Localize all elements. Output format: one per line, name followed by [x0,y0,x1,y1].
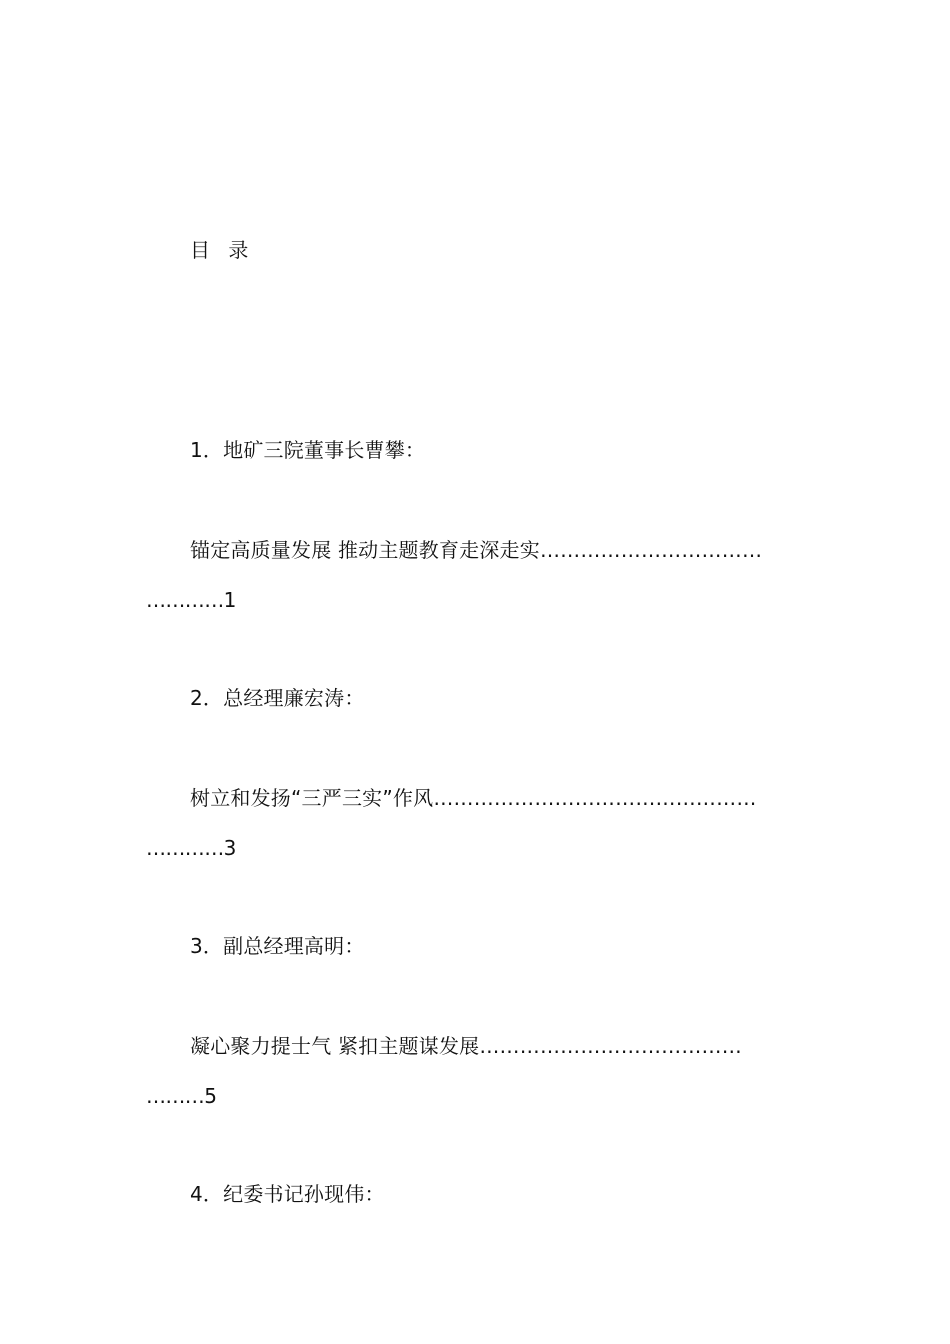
toc-entry-1-title: 锚定高质量发展 推动主题教育走深走实…………………………… [190,538,763,562]
toc-entry-1-number: 1． [190,438,224,462]
toc-entry-3-page-leader: ………5 [146,1084,217,1108]
toc-entry-2-speaker: 总经理廉宏涛： [223,686,365,710]
toc-entry-2-number: 2． [190,686,224,710]
toc-entry-1-speaker: 地矿三院董事长曹攀： [223,438,426,462]
toc-entry-3-title: 凝心聚力提士气 紧扣主题谋发展………………………………… [190,1034,742,1058]
toc-entry-2-title: 树立和发扬“三严三实”作风………………………………………… [190,786,757,810]
toc-entry-4-header [190,1182,385,1206]
toc-entry-4-speaker: 纪委书记孙现伟： [223,1182,385,1206]
toc-entry-1-page-leader: …………1 [146,588,236,612]
toc-entry-2-header [190,686,365,710]
toc-entry-3-number: 3． [190,934,224,958]
toc-entry-2-page-leader: …………3 [146,836,236,860]
toc-entry-4-number: 4． [190,1182,224,1206]
toc-entry-3-header [190,934,365,958]
toc-entry-1-header [190,438,425,462]
toc-entry-3-speaker: 副总经理高明： [223,934,365,958]
toc-heading: 目 录 [190,238,255,262]
